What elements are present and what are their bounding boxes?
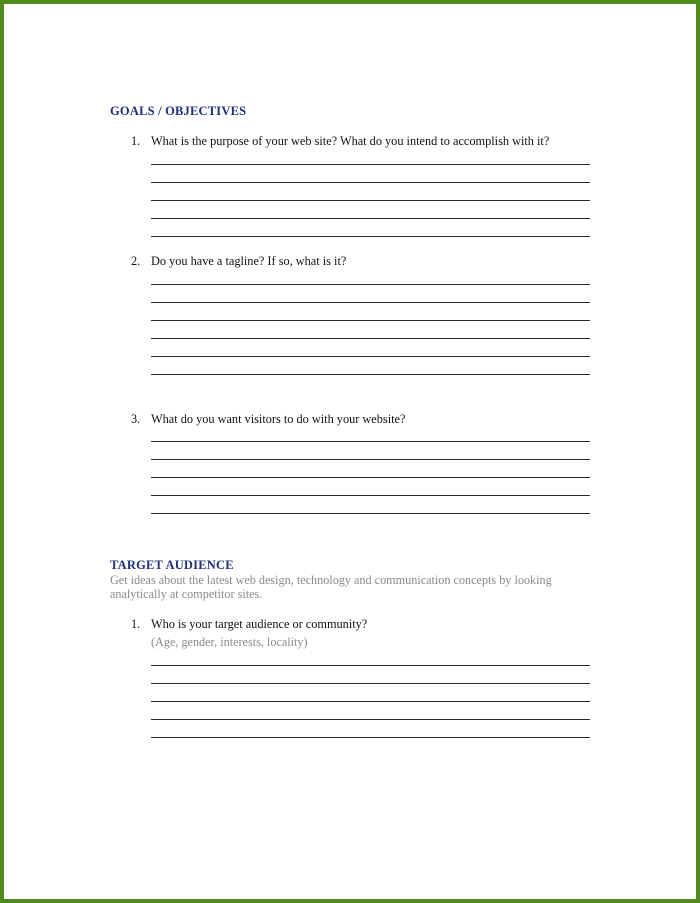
question-text: Who is your target audience or community? [151, 617, 368, 631]
answer-line[interactable] [151, 356, 590, 357]
question-number: 3. [131, 412, 141, 426]
answer-line[interactable] [151, 320, 590, 321]
question-subtext: (Age, gender, interests, locality) [151, 635, 308, 649]
section-heading-audience: TARGET AUDIENCE [110, 558, 234, 572]
answer-line[interactable] [151, 477, 590, 478]
answer-line[interactable] [151, 459, 590, 460]
answer-line[interactable] [151, 374, 590, 375]
answer-line[interactable] [151, 338, 590, 339]
answer-line[interactable] [151, 495, 590, 496]
question-text: Do you have a tagline? If so, what is it? [151, 254, 347, 268]
answer-line[interactable] [151, 513, 590, 514]
section-intro-audience: Get ideas about the latest web design, technology and communication concepts by looking analytically at competitor sites. [110, 573, 552, 601]
answer-line[interactable] [151, 665, 590, 666]
answer-line[interactable] [151, 701, 590, 702]
question-number: 1. [131, 134, 141, 148]
question-number: 2. [131, 254, 141, 268]
answer-line[interactable] [151, 200, 590, 201]
question-text: What is the purpose of your web site? What do you intend to accomplish with it? [151, 134, 550, 148]
answer-line[interactable] [151, 218, 590, 219]
answer-line[interactable] [151, 719, 590, 720]
section-heading-goals: GOALS / OBJECTIVES [110, 104, 247, 118]
answer-line[interactable] [151, 284, 590, 285]
answer-line[interactable] [151, 441, 590, 442]
question-text: What do you want visitors to do with your website? [151, 412, 406, 426]
answer-line[interactable] [151, 182, 590, 183]
answer-line[interactable] [151, 683, 590, 684]
answer-line[interactable] [151, 737, 590, 738]
answer-line[interactable] [151, 164, 590, 165]
question-number: 1. [131, 617, 141, 631]
answer-line[interactable] [151, 236, 590, 237]
answer-line[interactable] [151, 302, 590, 303]
